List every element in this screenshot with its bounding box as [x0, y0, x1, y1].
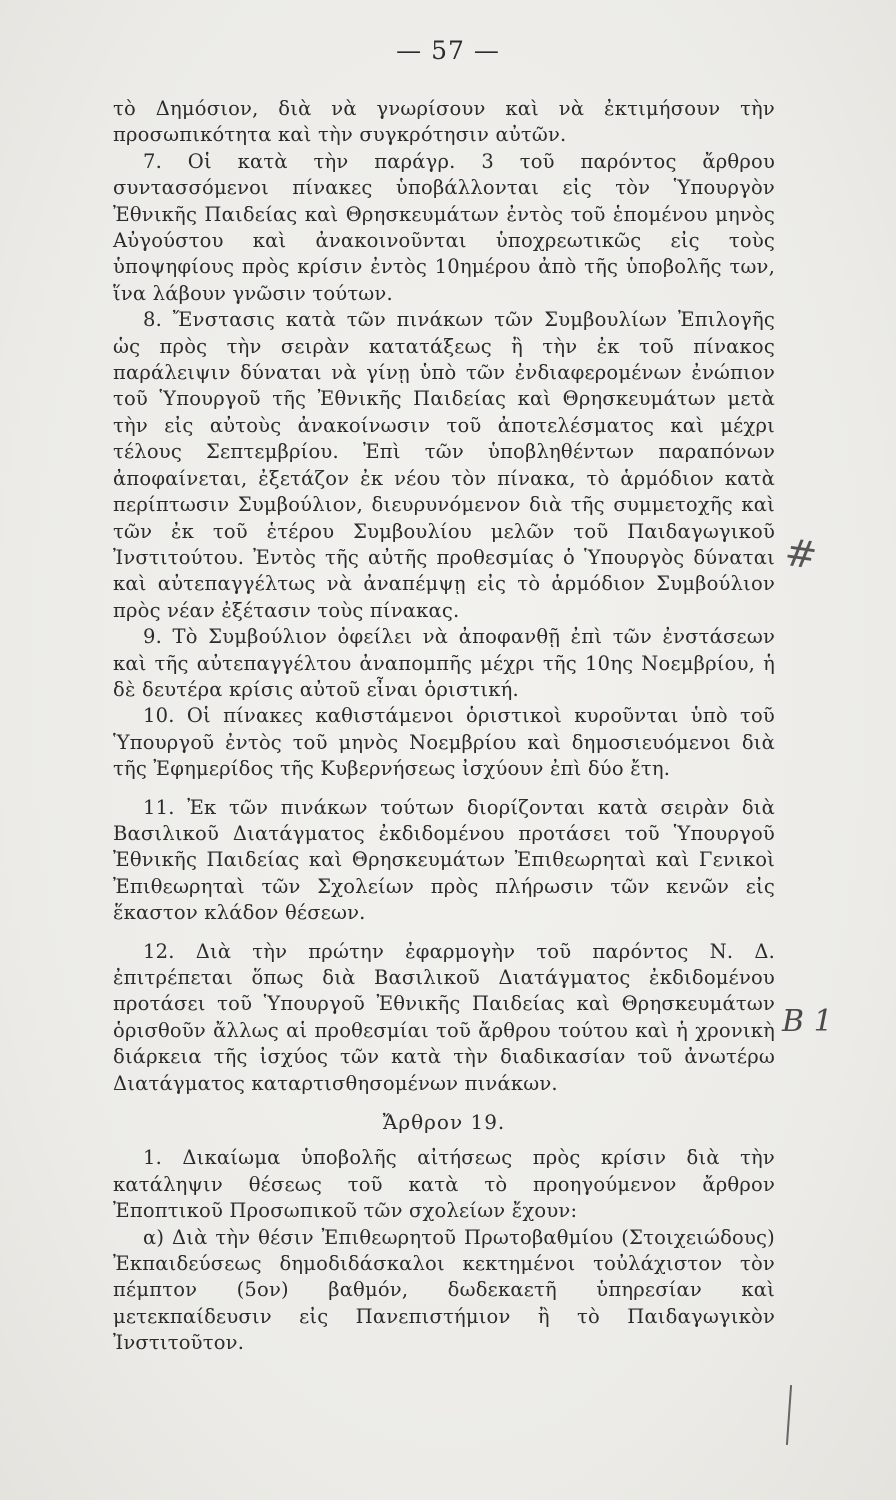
paragraph-10: 10. Οἱ πίνακες καθιστάμενοι ὁριστικοὶ κυροῦνται ὑπὸ τοῦ Ὑπουργοῦ ἐντὸς τοῦ μηνὸς Νοεμβρίου καὶ δημοσιευόμενοι διὰ τῆς Ἐφημερίδος τῆς Κυβερνήσεως ἰσχύουν ἐπὶ δύο ἔτη.	[113, 704, 775, 781]
article-heading: Ἄρθρον 19.	[382, 1110, 506, 1135]
margin-cross-mark: #	[782, 529, 820, 579]
margin-pencil-line	[786, 1385, 792, 1445]
article-paragraph-1: 1. Δικαίωμα ὑποβολῆς αἰτήσεως πρὸς κρίσιν διὰ τὴν κατάληψιν θέσεως τοῦ κατὰ τὸ προηγούμενον ἄρθρον Ἐποπτικοῦ Προσωπικοῦ τῶν σχολείων ἔχουν:	[113, 1146, 775, 1223]
page-number: — 57 —	[396, 36, 500, 65]
margin-handwritten-note: B 1	[782, 1004, 833, 1039]
paragraph-8: 8. Ἔνστασις κατὰ τῶν πινάκων τῶν Συμβουλίων Ἐπιλογῆς ὡς πρὸς τὴν σειρὰν κατατάξεως ἢ τὴν ἐκ τοῦ πίνακος παράλειψιν δύναται νὰ γίνῃ ὑπὸ τῶν ἐνδιαφερομένων ἐνώπιον τοῦ Ὑπουργοῦ τῆς Ἐθνικῆς Παιδείας καὶ Θρησκευμάτων μετὰ τὴν εἰς αὐτοὺς ἀνακοίνωσιν τοῦ ἀποτελέσματος καὶ μέχρι τέλους Σεπτεμβρίου. Ἐπὶ τῶν ὑποβληθέντων παραπόνων ἀποφαίνεται, ἐξετάζον ἐκ νέου τὸν πίνακα, τὸ ἁρμόδιον κατὰ περίπτωσιν Συμβούλιον, διευρυνόμενον διὰ τῆς συμμετοχῆς καὶ τῶν ἐκ τοῦ ἑτέρου Συμβουλίου μελῶν τοῦ Παιδαγωγικοῦ Ἰνστιτούτου. Ἐντὸς τῆς αὐτῆς προθεσμίας ὁ Ὑπουργὸς δύναται καὶ αὐτεπαγγέλτως νὰ ἀναπέμψῃ εἰς τὸ ἁρμόδιον Συμβούλιον πρὸς νέαν ἐξέτασιν τοὺς πίνακας.	[113, 308, 775, 622]
paragraph-9: 9. Τὸ Συμβούλιον ὀφείλει νὰ ἀποφανθῇ ἐπὶ τῶν ἐνστάσεων καὶ τῆς αὐτεπαγγέλτου ἀναπομπῆς μέχρι τῆς 10ης Νοεμβρίου, ἡ δὲ δευτέρα κρίσις αὐτοῦ εἶναι ὁριστική.	[113, 625, 775, 701]
paragraph-11: 11. Ἐκ τῶν πινάκων τούτων διορίζονται κατὰ σειρὰν διὰ Βασιλικοῦ Διατάγματος ἐκδιδομένου προτάσει τοῦ Ὑπουργοῦ Ἐθνικῆς Παιδείας καὶ Θρησκευμάτων Ἐπιθεωρηταὶ καὶ Γενικοὶ Ἐπιθεωρηταὶ τῶν Σχολείων πρὸς πλήρωσιν τῶν κενῶν εἰς ἕκαστον κλάδον θέσεων.	[113, 795, 775, 925]
article-paragraph-a: α) Διὰ τὴν θέσιν Ἐπιθεωρητοῦ Πρωτοβαθμίου (Στοιχειώδους) Ἐκπαιδεύσεως δημοδιδάσκαλοι κεκτημένοι τοὐλάχιστον τὸν πέμπτον (5ον) βαθμόν, δωδεκαετῆ ὑπηρεσίαν καὶ μετεκπαίδευσιν εἰς Πανεπιστήμιον ἢ τὸ Παιδαγωγικὸν Ἰνστιτοῦτον.	[113, 1225, 775, 1355]
paragraph-12: 12. Διὰ τὴν πρώτην ἐφαρμογὴν τοῦ παρόντος Ν. Δ. ἐπιτρέπεται ὅπως διὰ Βασιλικοῦ Διατάγματος ἐκδιδομένου προτάσει τοῦ Ὑπουργοῦ Ἐθνικῆς Παιδείας καὶ Θρησκευμάτων ὁρισθοῦν ἄλλως αἱ προθεσμίαι τοῦ ἄρθρου τούτου καὶ ἡ χρονικὴ διάρκεια τῆς ἰσχύος τῶν κατὰ τὴν διαδικασίαν τοῦ ἀνωτέρω Διατάγματος καταρτισθησομένων πινάκων.	[113, 939, 775, 1095]
paragraph-continuation: τὸ Δημόσιον, διὰ νὰ γνωρίσουν καὶ νὰ ἐκτιμήσουν τὴν προσωπικότητα καὶ τὴν συγκρότησιν αὐτῶν.	[113, 97, 775, 147]
body-text	[113, 96, 775, 1357]
paragraph-7: 7. Οἱ κατὰ τὴν παράγρ. 3 τοῦ παρόντος ἄρθρου συντασσόμενοι πίνακες ὑποβάλλονται εἰς τὸν Ὑπουργὸν Ἐθνικῆς Παιδείας καὶ Θρησκευμάτων ἐντὸς τοῦ ἑπομένου μηνὸς Αὐγούστου καὶ ἀνακοινοῦνται ὑποχρεωτικῶς εἰς τοὺς ὑποψηφίους πρὸς κρίσιν ἐντὸς 10ημέρου ἀπὸ τῆς ὑποβολῆς των, ἵνα λάβουν γνῶσιν τούτων.	[113, 149, 775, 305]
